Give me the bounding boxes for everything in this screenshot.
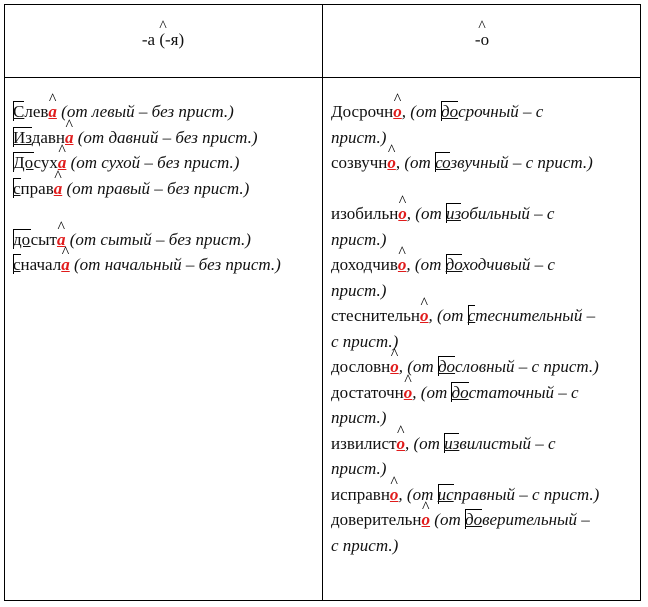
note-continuation: прист.) [331, 229, 387, 249]
prefix-mark: с [467, 306, 476, 325]
ending-mark: ^ о [422, 507, 431, 533]
spacer [331, 176, 636, 202]
note-text: (от начальный – без прист.) [69, 255, 281, 274]
left-column [13, 99, 318, 278]
note-text: (от [430, 510, 465, 529]
note-text: , (от [395, 153, 436, 172]
word-stem: Досрочн [331, 102, 394, 121]
list-item [13, 176, 318, 202]
ending-mark: ^ о [404, 380, 413, 406]
ending-mark: ^ а [54, 176, 63, 202]
word-stem: созвучн [331, 153, 388, 172]
word-stem: сыт [30, 229, 57, 249]
word-stem: доверительн [331, 510, 422, 529]
ending-mark: ^ о [393, 99, 402, 125]
right-column [331, 99, 636, 558]
note-text: теснительный – [475, 306, 596, 325]
note-text: , (от [398, 357, 438, 376]
note-text: (от сытый – без прист.) [65, 229, 251, 249]
note-text: (от левый – без прист.) [56, 102, 234, 121]
list-item [331, 252, 636, 278]
list-item [331, 99, 636, 125]
note-text: , (от [401, 102, 441, 121]
note-text: статочный – с [468, 382, 579, 402]
list-item [13, 227, 318, 253]
prefix-mark: из [446, 204, 461, 223]
note-text: , (от [412, 382, 452, 402]
column-divider [322, 4, 323, 601]
list-item [331, 201, 636, 227]
word-stem: прав [20, 178, 54, 198]
ending-mark: ^ а [57, 227, 66, 253]
note-text: , (от [406, 255, 446, 274]
note-text: правный – с прист.) [453, 484, 600, 504]
ending-mark: ^ о [398, 201, 407, 227]
word-stem: лев [24, 102, 49, 121]
prefix-mark: С [13, 102, 25, 121]
prefix-mark: ис [437, 484, 454, 504]
list-item [331, 380, 636, 406]
ending-mark: ^ о [420, 303, 429, 329]
note-text: , (от [405, 433, 445, 453]
header-right-text: ^ -о [475, 30, 489, 50]
note-text: обильный – с [460, 204, 555, 223]
note-text: (от давний – без прист.) [73, 127, 258, 147]
list-item [331, 482, 636, 508]
word-stem: извилист [331, 433, 397, 453]
prefix-mark: до [437, 357, 456, 376]
note-continuation: прист.) [331, 459, 387, 478]
list-item [331, 303, 636, 329]
word-stem: изобильн [331, 204, 399, 223]
prefix-mark: До [13, 153, 34, 172]
ending-mark: ^ а [58, 150, 67, 176]
header-left [4, 30, 322, 50]
list-item [331, 431, 636, 457]
header-right [323, 30, 641, 50]
list-item [13, 99, 318, 125]
note-text: звучный – с прист.) [450, 153, 593, 172]
header-divider [4, 77, 641, 78]
word-stem: исправн [331, 484, 390, 504]
list-item [331, 507, 636, 533]
prefix-mark: до [464, 510, 483, 529]
note-text: , (от [428, 306, 468, 325]
prefix-mark: до [440, 102, 459, 121]
prefix-mark: Из [13, 127, 32, 147]
prefix-mark: до [451, 382, 469, 402]
note-text: вилистый – с [459, 433, 556, 453]
note-text: (от сухой – без прист.) [66, 153, 240, 172]
note-text: (от правый – без прист.) [62, 178, 250, 198]
ending-mark: ^ а [65, 125, 74, 151]
ending-mark: ^ о [397, 431, 406, 457]
header-left-text: ^ -а (-я) [142, 30, 184, 50]
list-item [331, 354, 636, 380]
note-continuation: с прист.) [331, 535, 399, 555]
word-stem: стеснительн [331, 306, 420, 325]
ending-mark: ^ а [61, 252, 70, 278]
note-text: словный – с прист.) [455, 357, 599, 376]
list-item [331, 150, 636, 176]
word-stem: начал [20, 255, 62, 274]
prefix-mark: с [13, 178, 21, 198]
prefix-mark: из [444, 433, 460, 453]
prefix-mark: до [445, 255, 463, 274]
prefix-mark: со [435, 153, 451, 172]
word-stem: дословн [331, 357, 391, 376]
word-stem: сух [33, 153, 58, 172]
note-continuation: прист.) [331, 280, 387, 300]
ending-mark: ^ о [390, 354, 399, 380]
ending-mark: ^ о [387, 150, 396, 176]
ending-mark: ^ о [390, 482, 399, 508]
note-text: , (от [398, 484, 438, 504]
note-continuation: прист.) [331, 127, 387, 147]
note-text: , (от [406, 204, 446, 223]
ending-mark: ^ а [48, 99, 57, 125]
ending-mark: ^ о [398, 252, 407, 278]
list-item [13, 252, 318, 278]
prefix-mark: с [13, 255, 21, 274]
prefix-mark: до [13, 229, 31, 249]
word-stem: давн [31, 127, 66, 147]
note-text: срочный – с [458, 102, 544, 121]
word-stem: доходчив [331, 255, 398, 274]
word-stem: достаточн [331, 382, 404, 402]
note-text: верительный – [482, 510, 590, 529]
note-continuation: прист.) [331, 408, 387, 427]
note-continuation: с прист.) [331, 331, 399, 351]
note-text: ходчивый – с [462, 255, 555, 274]
